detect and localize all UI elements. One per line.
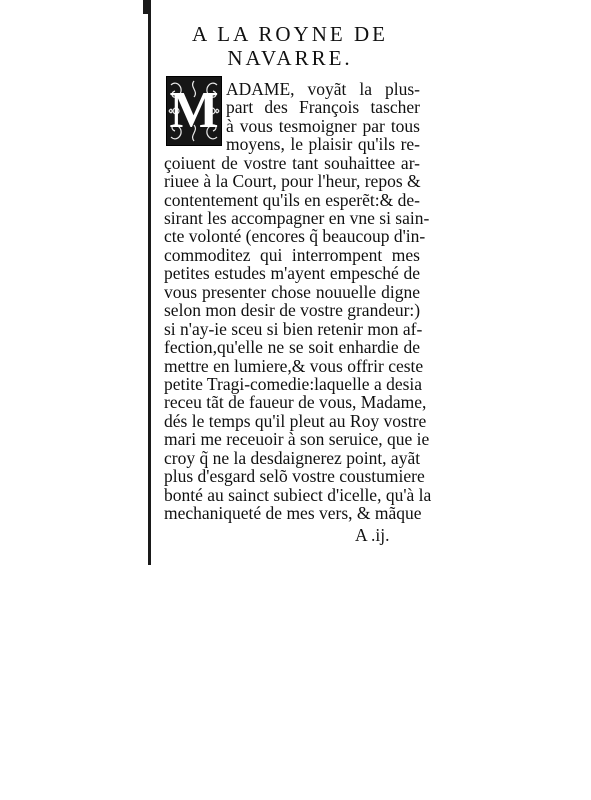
catchword-signature: A .ij. (355, 525, 390, 545)
body-line: contentement qu'ils en esperẽt:& de- (164, 189, 420, 210)
body-line: bonté au sainct subiect d'icelle, qu'à la (164, 484, 432, 505)
body-line: mettre en lumiere,& vous offrir ceste (164, 355, 424, 376)
body-line: commoditez qui interrompent mes (164, 244, 420, 265)
body-line: vous presenter chose nouuelle digne (164, 281, 420, 302)
body-line: fection,qu'elle ne se soit enhardie de (164, 337, 420, 358)
dedication-heading-line-1: A LA ROYNE DE (192, 22, 388, 46)
body-line: dés le temps qu'il pleut au Roy vostre (164, 410, 427, 431)
body-line: çoiuent de vostre tant souhaittee ar- (164, 152, 420, 173)
body-line: à vous tesmoigner par tous (226, 115, 420, 136)
body-line: petites estudes m'ayent empesché de (164, 263, 420, 284)
body-line: mari me receuoir à son seruice, que ie (164, 429, 430, 450)
body-line: cte volonté (encores q̃ beaucoup d'in- (164, 226, 426, 247)
body-line: sirant les accompagner en vne si sain- (164, 208, 430, 229)
body-line: si n'ay-ie sceu si bien retenir mon af- (164, 318, 423, 339)
body-line: croy q̃ ne la desdaignerez point, ayãt (164, 447, 421, 468)
body-line: plus d'esgard selõ vostre coustumiere (164, 466, 425, 487)
body-line: ADAME, voyãt la plus- (226, 79, 420, 99)
gutter-binding-line (148, 0, 151, 565)
body-line: mechaniqueté de mes vers, & mãque (164, 503, 422, 523)
dedication-heading-line-2: NAVARRE. (227, 46, 353, 70)
body-line: moyens, le plaisir qu'ils re- (226, 134, 420, 155)
gutter-binding-tick (143, 0, 151, 14)
body-line: receu tãt de faueur de vous, Madame, (164, 392, 427, 413)
body-line: riuee à la Court, pour l'heur, repos & (164, 171, 421, 192)
body-line: petite Tragi-comedie:laquelle a desia (164, 373, 423, 394)
body-line: selon mon desir de vostre grandeur:) (164, 300, 421, 321)
ornamental-drop-cap (166, 76, 222, 146)
body-line: part des François tascher (226, 97, 420, 118)
drop-cap-letter: M (169, 82, 219, 139)
